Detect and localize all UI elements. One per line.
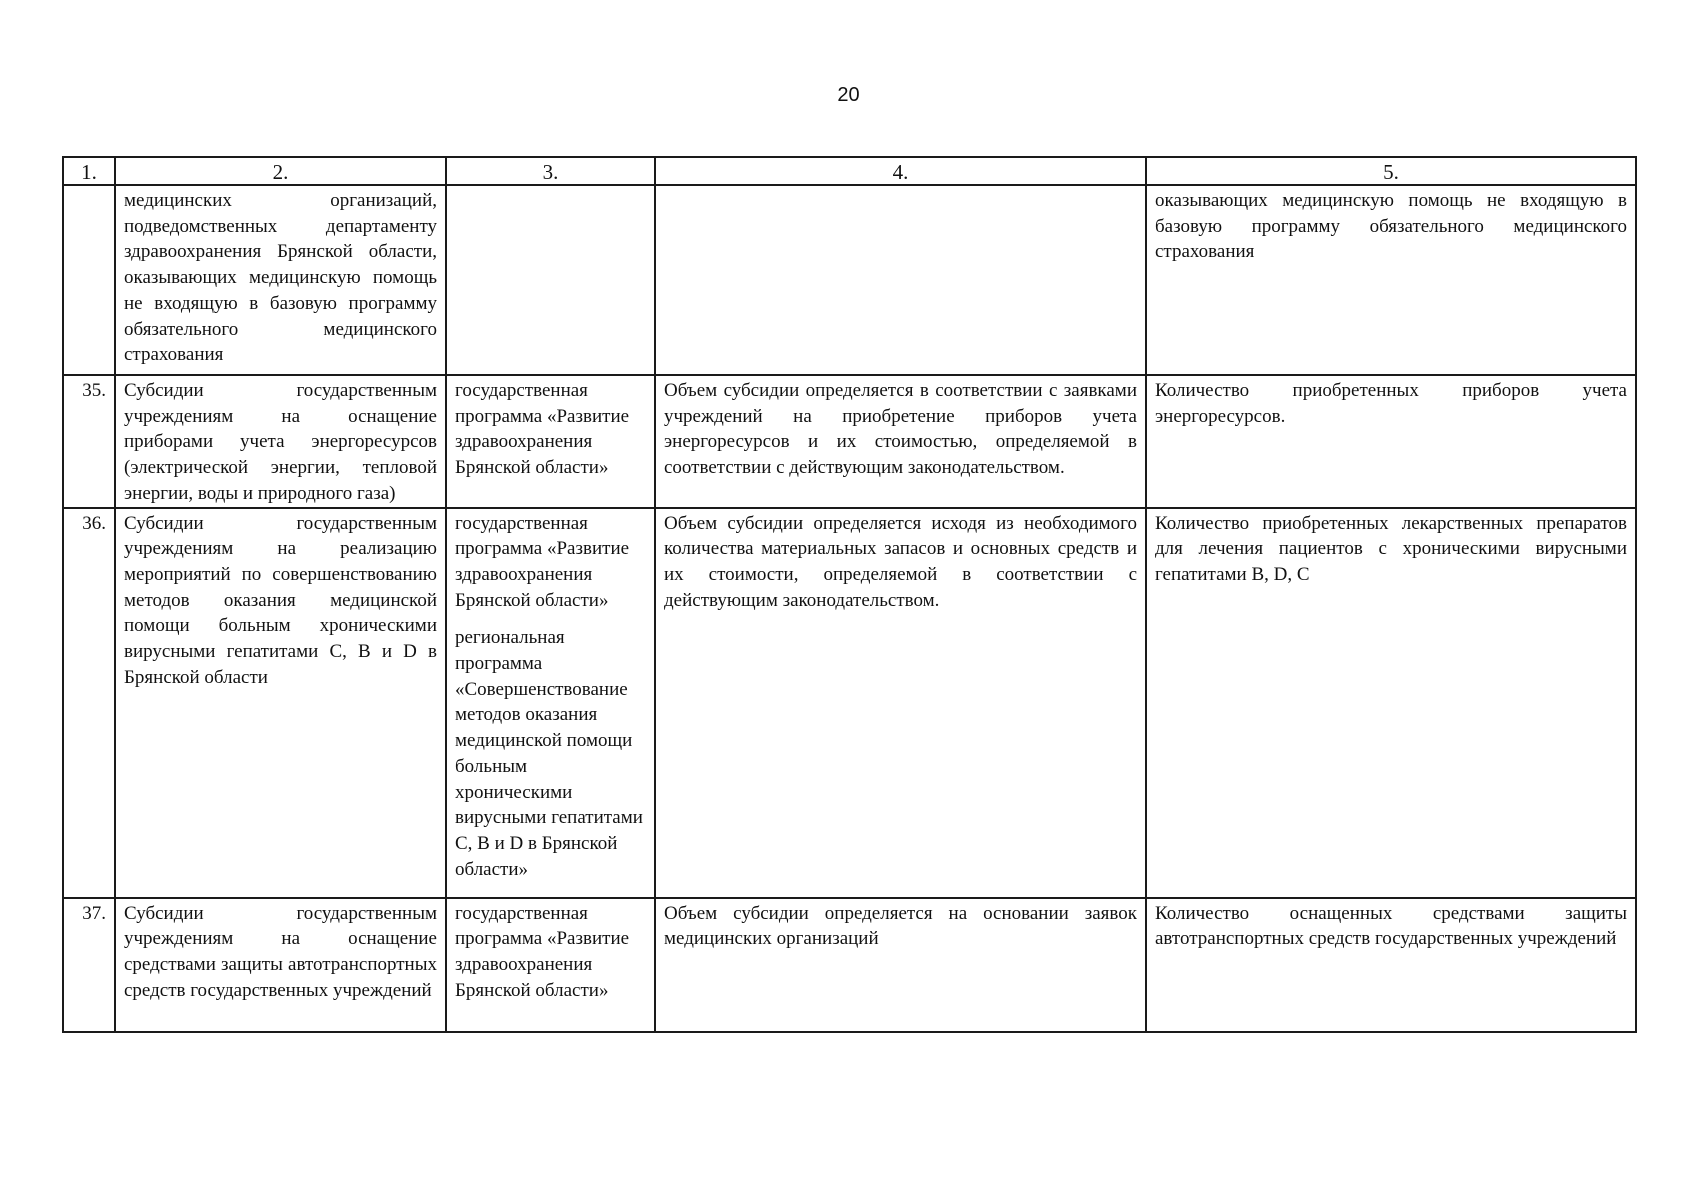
table-header xyxy=(63,157,1636,185)
regional-program-text: региональная программа «Совершенствование методов оказания медицинской помощи больным хроническими вирусными гепатитами С, В и D в Брянской области» xyxy=(455,627,643,880)
result-indicator-cell: Количество приобретенных приборов учета энергоресурсов. xyxy=(1146,375,1636,508)
paragraph-gap xyxy=(455,613,646,625)
table-row xyxy=(63,185,1636,375)
row-number: 35. xyxy=(63,375,115,508)
result-indicator-cell: оказывающих медицинскую помощь не входящую в базовую программу обязательного медицинского страхования xyxy=(1146,185,1636,375)
subsidy-name-cell: медицинских организаций, подведомственных департаменту здравоохранения Брянской области, оказывающих медицинскую помощь не входящую в базовую программу обязательного медицинского страхования xyxy=(115,185,446,375)
subsidy-name-cell: Субсидии государственным учреждениям на оснащение приборами учета энергоресурсов (электрической энергии, тепловой энергии, воды и природного газа) xyxy=(115,375,446,508)
result-indicator-cell: Количество приобретенных лекарственных препаратов для лечения пациентов с хроническими вирусными гепатитами В, D, С xyxy=(1146,508,1636,898)
subsidy-name-cell: Субсидии государственным учреждениям на оснащение средствами защиты автотранспортных средств государственных учреждений xyxy=(115,898,446,1032)
header-col-5: 5. xyxy=(1146,157,1636,185)
row-number: 36. xyxy=(63,508,115,898)
header-col-3: 3. xyxy=(446,157,655,185)
program-cell: государственная программа «Развитие здравоохранения Брянской области» xyxy=(446,375,655,508)
result-indicator-cell: Количество оснащенных средствами защиты автотранспортных средств государственных учреждений xyxy=(1146,898,1636,1032)
table-row xyxy=(63,508,1636,898)
header-row xyxy=(63,157,1636,185)
row-number xyxy=(63,185,115,375)
program-cell: государственная программа «Развитие здравоохранения Брянской области» xyxy=(446,898,655,1032)
volume-method-cell xyxy=(655,185,1146,375)
row-number: 37. xyxy=(63,898,115,1032)
program-cell xyxy=(446,185,655,375)
state-program-text: государственная программа «Развитие здравоохранения Брянской области» xyxy=(455,512,630,611)
header-col-4: 4. xyxy=(655,157,1146,185)
program-cell xyxy=(446,508,655,898)
header-col-1: 1. xyxy=(63,157,115,185)
subsidy-name-cell: Субсидии государственным учреждениям на реализацию мероприятий по совершенствованию методов оказания медицинской помощи больным хроническими вирусными гепатитами С, В и D в Брянской области xyxy=(115,508,446,898)
volume-method-cell: Объем субсидии определяется исходя из необходимого количества материальных запасов и основных средств и их стоимости, определяемой в соответствии с действующим законодательством. xyxy=(655,508,1146,898)
header-col-2: 2. xyxy=(115,157,446,185)
volume-method-cell: Объем субсидии определяется на основании заявок медицинских организаций xyxy=(655,898,1146,1032)
table-row xyxy=(63,898,1636,1032)
volume-method-cell: Объем субсидии определяется в соответствии с заявками учреждений на приобретение приборов учета энергоресурсов и их стоимостью, определяемой в соответствии с действующим законодательством. xyxy=(655,375,1146,508)
page-number: 20 xyxy=(837,84,860,106)
subsidy-table xyxy=(62,156,1637,1033)
table-row xyxy=(63,375,1636,508)
